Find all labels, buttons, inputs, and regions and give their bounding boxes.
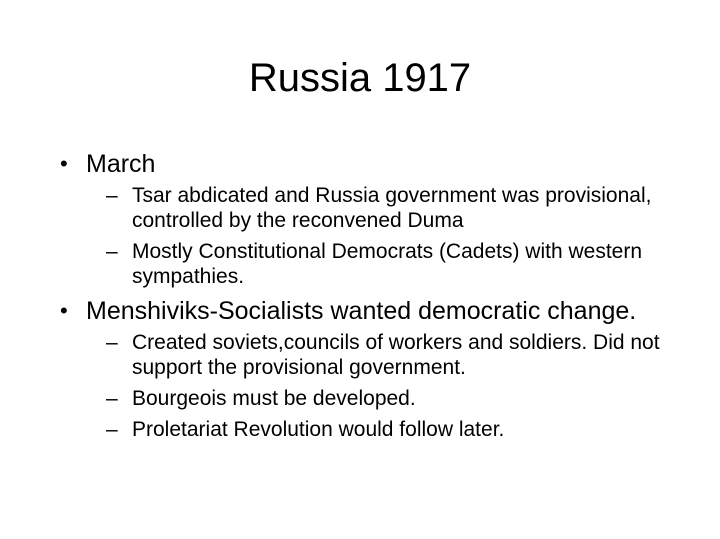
list-item (86, 183, 688, 233)
bullet-list-level2 (86, 183, 688, 289)
page-title: Russia 1917 (248, 56, 472, 100)
sub-bullets-group (86, 330, 688, 442)
bullet-level2-text: Created soviets,councils of workers and soldiers. Did not support the provisional government. (132, 331, 660, 379)
list-item (86, 239, 688, 289)
slide-body (48, 148, 688, 448)
bullet-list-level1 (48, 148, 688, 442)
bullet-level1-text: • March (86, 150, 156, 178)
bullet-level2-text: Proletariat Revolution would follow later. (132, 418, 505, 441)
sub-bullets-group (86, 183, 688, 289)
bullet-level2-text: Tsar abdicated and Russia government was provisional, controlled by the reconvened Duma (132, 184, 652, 232)
list-item (86, 417, 688, 442)
bullet-list-level2 (86, 330, 688, 442)
bullet-level1-text: • Menshiviks-Socialists wanted democratic change. (86, 297, 637, 325)
bullet-level2-text: Bourgeois must be developed. (132, 387, 416, 410)
list-item (86, 330, 688, 380)
list-item (48, 148, 688, 289)
bullet-level2-text: Mostly Constitutional Democrats (Cadets) with western sympathies. (132, 240, 643, 288)
list-item (86, 386, 688, 411)
list-item (48, 295, 688, 442)
